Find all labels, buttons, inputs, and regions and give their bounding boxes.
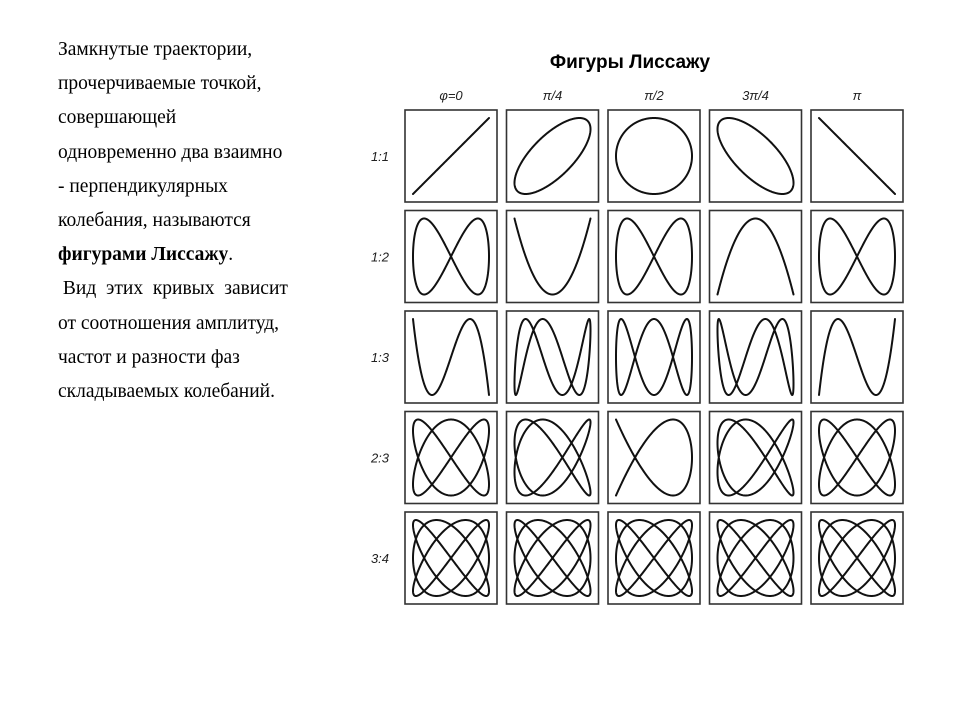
lissajous-curve [413,420,489,496]
lissajous-curve [718,219,794,295]
lissajous-curve [819,520,895,596]
description-line-5: - перпендикулярных [58,175,228,197]
ratio-label: 3:4 [370,551,390,566]
description-line-2: прочерчиваемые точкой, [58,73,262,95]
lissajous-curve [819,219,895,295]
lissajous-curve [616,319,692,395]
figure-frame [710,110,802,202]
lissajous-curve [718,520,794,596]
lissajous-curve [515,319,591,395]
lissajous-curve [718,319,794,395]
description-bold-suffix: . [228,244,234,266]
description-line-9: частот и разности фаз [58,346,240,368]
description-line-4: одновременно два взаимно [58,141,283,163]
ratio-label: 1:1 [370,149,390,164]
ratio-label: 1:2 [370,249,390,265]
ratio-label: 2:3 [370,450,390,466]
lissajous-grid [360,82,920,612]
lissajous-curve [413,520,489,596]
phase-label: π [852,88,862,103]
description-bold-term: фигурами Лиссажу [58,244,229,266]
phase-label: 3π/4 [742,88,769,103]
lissajous-curve [515,420,591,496]
lissajous-curve [819,319,895,395]
figure-frame [507,412,599,504]
figure-frame [608,110,700,202]
phase-label: φ=0 [439,88,463,103]
ratio-label: 1:3 [370,350,390,365]
phase-label: π/2 [644,88,664,103]
figure-frame [608,412,700,504]
lissajous-curve [413,219,489,295]
lissajous-curve [515,219,591,295]
description-line-8: от соотношения амплитуд, [58,312,280,334]
lissajous-curve [718,118,794,194]
lissajous-curve [819,118,895,194]
figure-frame [507,211,599,303]
description-line-6: колебания, называются [58,210,251,232]
description-line-1: Замкнутые траектории, [58,39,253,60]
figure-title: Фигуры Лиссажу [549,52,711,73]
lissajous-curve [616,219,692,295]
lissajous-curve [413,118,489,194]
description-line-3: совершающей [58,107,177,129]
description-line-10: складываемых колебаний. [58,381,275,403]
figure-frame [710,211,802,303]
lissajous-curve [718,420,794,496]
phase-label: π/4 [542,88,563,103]
lissajous-curve [515,520,591,596]
description-line-7: Вид этих кривых зависит [58,278,288,300]
figure-frame [710,412,802,504]
lissajous-curve [515,118,591,194]
lissajous-curve [819,420,895,496]
figure-frame [507,110,599,202]
lissajous-curve [616,420,692,496]
lissajous-curve [616,520,692,596]
description-text [58,33,348,409]
lissajous-curve [616,118,692,194]
lissajous-curve [413,319,489,395]
figure-frame [608,311,700,403]
